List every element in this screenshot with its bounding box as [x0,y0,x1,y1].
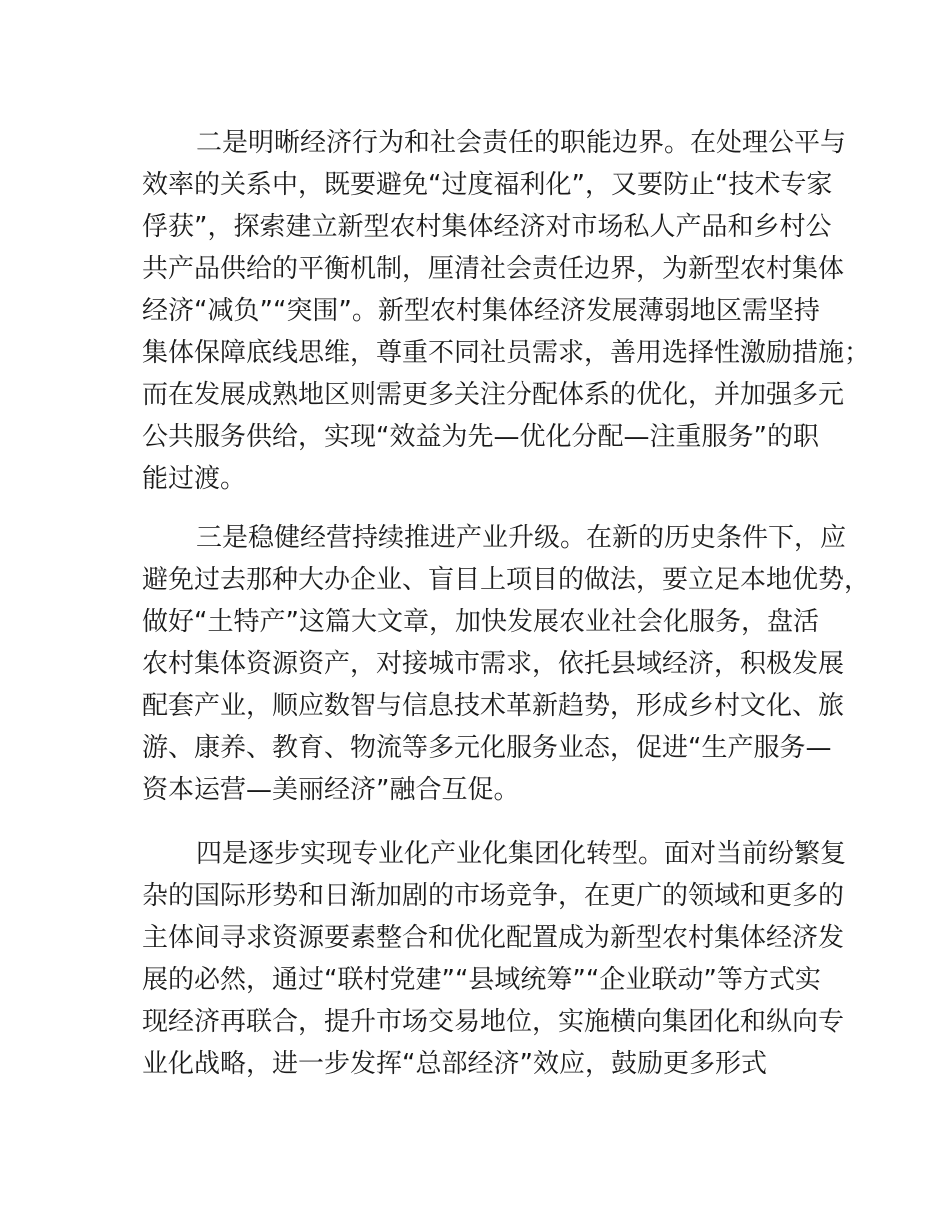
text-line: 农村集体资源资产，对接城市需求，依托县域经济，积极发展 [142,649,845,679]
paragraph-4 [142,833,847,1085]
text-line: 三是稳健经营持续推进产业升级。在新的历史条件下，应 [196,523,847,553]
text-line: 展的必然，通过“联村党建”“县域统筹”“企业联动”等方式实 [142,965,821,995]
text-line: 集体保障底线思维，尊重不同社员需求，善用选择性激励措施； [142,338,871,368]
text-line: 业化战略，进一步发挥“总部经济”效应，鼓励更多形式 [142,1049,767,1079]
text-line: 效率的关系中，既要避免“过度福利化”，又要防止“技术专家 [142,170,833,200]
text-line: 避免过去那种大办企业、盲目上项目的做法，要立足本地优势， [142,565,871,595]
text-line: 配套产业，顺应数智与信息技术革新趋势，形成乡村文化、旅 [142,691,845,721]
text-line: 四是逐步实现专业化产业化集团化转型。面对当前纷繁复 [196,839,847,869]
text-line: 游、康养、教育、物流等多元化服务业态，促进“生产服务— [142,733,832,763]
text-line: 共产品供给的平衡机制，厘清社会责任边界，为新型农村集体 [142,254,845,284]
text-line: 杂的国际形势和日渐加剧的市场竞争，在更广的领域和更多的 [142,881,845,911]
text-line: 俘获”，探索建立新型农村集体经济对市场私人产品和乡村公 [142,212,832,242]
text-line: 而在发展成熟地区则需更多关注分配体系的优化，并加强多元 [142,380,845,410]
text-line: 主体间寻求资源要素整合和优化配置成为新型农村集体经济发 [142,923,845,953]
text-line: 经济“减负”“突围”。新型农村集体经济发展薄弱地区需坚持 [142,296,820,326]
paragraph-2 [142,122,871,500]
paragraph-3 [142,517,871,811]
text-line: 公共服务供给，实现“效益为先—优化分配—注重服务”的职 [142,422,819,452]
text-line: 资本运营—美丽经济”融合互促。 [142,775,520,805]
text-line: 做好“土特产”这篇大文章，加快发展农业社会化服务，盘活 [142,607,819,637]
text-line: 能过渡。 [142,464,247,494]
text-line: 现经济再联合，提升市场交易地位，实施横向集团化和纵向专 [142,1007,845,1037]
text-line: 二是明晰经济行为和社会责任的职能边界。在处理公平与 [196,128,847,158]
